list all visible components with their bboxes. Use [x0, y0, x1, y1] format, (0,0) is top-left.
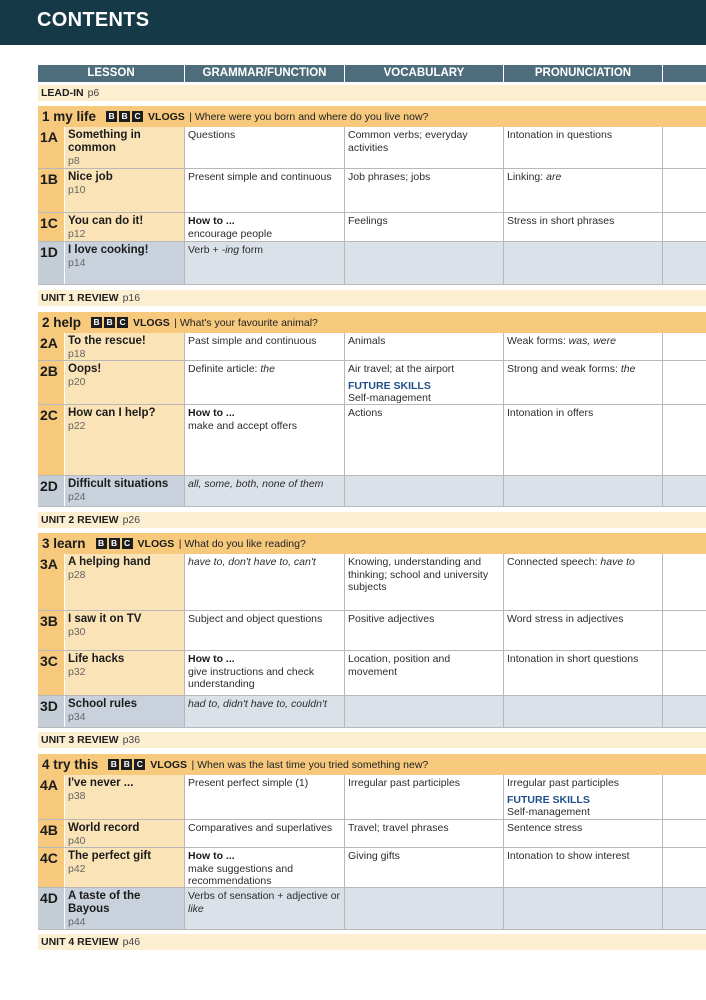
unit-4-header[interactable]	[38, 754, 706, 775]
vocabulary-cell: Feelings	[345, 213, 504, 241]
lesson-row-4c[interactable]	[38, 848, 706, 888]
vlog-question: | Where were you born and where do you live now?	[189, 110, 429, 123]
lesson-title-cell: Life hacks p32	[65, 651, 185, 695]
vocabulary-cell: Travel; travel phrases	[345, 820, 504, 847]
unit-title: 3 learn	[42, 536, 86, 551]
pronunciation-cell: Stress in short phrases	[504, 213, 663, 241]
unit-1-header[interactable]	[38, 106, 706, 127]
pronunciation-cell	[504, 888, 663, 929]
pronunciation-cell: Intonation to show interest	[504, 848, 663, 887]
future-skills-label: FUTURE SKILLS	[348, 379, 431, 392]
lesson-code: 3D	[38, 696, 65, 727]
lesson-code: 3B	[38, 611, 65, 650]
vlog-question: | What's your favourite animal?	[174, 316, 318, 329]
lesson-row-3a[interactable]	[38, 554, 706, 611]
grammar-cell: Definite article: the	[185, 361, 345, 404]
lesson-code: 4C	[38, 848, 65, 887]
vocabulary-cell: Air travel; at the airport FUTURE SKILLS Self-management	[345, 361, 504, 404]
lead-in-page: p6	[87, 87, 100, 99]
lesson-title-cell: I love cooking! p14	[65, 242, 185, 284]
vlogs-label: VLOGS	[150, 758, 188, 771]
pronunciation-cell: Word stress in adjectives	[504, 611, 663, 650]
vocabulary-cell	[345, 242, 504, 284]
bbc-logo: B B C	[96, 538, 133, 549]
review-label: UNIT 2 REVIEW	[41, 514, 119, 526]
grammar-cell: Present perfect simple (1)	[185, 775, 345, 819]
grammar-cell: all, some, both, none of them	[185, 476, 345, 506]
lesson-code: 2B	[38, 361, 65, 404]
review-label: UNIT 3 REVIEW	[41, 734, 119, 746]
grammar-cell: Comparatives and superlatives	[185, 820, 345, 847]
grammar-cell: Questions	[185, 127, 345, 168]
pronunciation-cell: Intonation in short questions	[504, 651, 663, 695]
lesson-code: 2C	[38, 405, 65, 475]
vlogs-label: VLOGS	[137, 537, 175, 550]
table-header	[38, 65, 706, 82]
pronunciation-cell: Strong and weak forms: the	[504, 361, 663, 404]
pronunciation-cell: Linking: are	[504, 169, 663, 212]
grammar-cell: How to ... encourage people	[185, 213, 345, 241]
grammar-cell: Past simple and continuous	[185, 333, 345, 360]
unit-4-review-row[interactable]	[38, 934, 706, 950]
lesson-code: 1D	[38, 242, 65, 284]
pronunciation-cell: Intonation in offers	[504, 405, 663, 475]
lesson-code: 4B	[38, 820, 65, 847]
review-page: p36	[122, 734, 141, 746]
lesson-row-1a[interactable]	[38, 127, 706, 169]
lesson-row-2a[interactable]	[38, 333, 706, 361]
lesson-row-1c[interactable]	[38, 213, 706, 242]
vlogs-label: VLOGS	[133, 316, 170, 329]
lesson-title-cell: A taste of the Bayous p44	[65, 888, 185, 929]
page-title: CONTENTS	[37, 9, 150, 31]
unit-3-header[interactable]	[38, 533, 706, 554]
vocabulary-cell: Common verbs; everyday activities	[345, 127, 504, 168]
lesson-code: 2A	[38, 333, 65, 360]
column-header-lesson: LESSON	[38, 65, 185, 82]
lesson-title-cell: To the rescue! p18	[65, 333, 185, 360]
bbc-logo: B B C	[106, 111, 143, 122]
review-label: UNIT 1 REVIEW	[41, 292, 119, 304]
vlogs-label: VLOGS	[148, 110, 185, 123]
lead-in-label: LEAD-IN	[41, 87, 84, 99]
column-header-vocabulary: VOCABULARY	[345, 65, 504, 82]
lesson-row-4a[interactable]	[38, 775, 706, 820]
lesson-title-cell: I saw it on TV p30	[65, 611, 185, 650]
grammar-cell: Subject and object questions	[185, 611, 345, 650]
review-page: p26	[122, 514, 141, 526]
pronunciation-cell: Intonation in questions	[504, 127, 663, 168]
lesson-code: 1A	[38, 127, 65, 168]
vlog-question: | When was the last time you tried something new?	[191, 758, 429, 771]
review-label: UNIT 4 REVIEW	[41, 936, 119, 948]
lesson-code: 3A	[38, 554, 65, 610]
lesson-row-3c[interactable]	[38, 651, 706, 696]
lesson-code: 4D	[38, 888, 65, 929]
unit-1-review-row[interactable]	[38, 290, 706, 306]
lesson-title-cell: How can I help? p22	[65, 405, 185, 475]
review-page: p16	[122, 292, 141, 304]
lesson-title-cell: The perfect gift p42	[65, 848, 185, 887]
unit-title: 1 my life	[42, 109, 97, 124]
lesson-row-4b[interactable]	[38, 820, 706, 848]
pronunciation-cell	[504, 696, 663, 727]
lesson-title-cell: Nice job p10	[65, 169, 185, 212]
vocabulary-cell	[345, 696, 504, 727]
unit-2-review-row[interactable]	[38, 512, 706, 528]
pronunciation-cell	[504, 242, 663, 284]
lesson-row-2d[interactable]	[38, 476, 706, 507]
column-header-extra	[663, 65, 706, 82]
grammar-cell: Verb + -ing form	[185, 242, 345, 284]
vocabulary-cell: Job phrases; jobs	[345, 169, 504, 212]
lesson-title-cell: Oops! p20	[65, 361, 185, 404]
lesson-row-2c[interactable]	[38, 405, 706, 476]
vocabulary-cell	[345, 888, 504, 929]
pronunciation-cell: Sentence stress	[504, 820, 663, 847]
vlog-question: | What do you like reading?	[178, 537, 306, 550]
grammar-cell: How to ... make and accept offers	[185, 405, 345, 475]
lesson-code: 4A	[38, 775, 65, 819]
pronunciation-cell	[504, 476, 663, 506]
unit-2-header[interactable]	[38, 312, 706, 333]
lesson-title-cell: School rules p34	[65, 696, 185, 727]
lesson-row-3b[interactable]	[38, 611, 706, 651]
lesson-row-3d[interactable]	[38, 696, 706, 728]
lesson-title-cell: World record p40	[65, 820, 185, 847]
lead-in-row[interactable]	[38, 85, 706, 101]
lesson-title-cell: Something in common p8	[65, 127, 185, 168]
grammar-cell: Verbs of sensation + adjective or like	[185, 888, 345, 929]
unit-title: 2 help	[42, 315, 82, 330]
vocabulary-cell: Positive adjectives	[345, 611, 504, 650]
lesson-title-cell: Difficult situations p24	[65, 476, 185, 506]
vocabulary-cell: Knowing, understanding and thinking; school and university subjects	[345, 554, 504, 610]
lesson-code: 3C	[38, 651, 65, 695]
grammar-cell: had to, didn't have to, couldn't	[185, 696, 345, 727]
unit-title: 4 try this	[42, 757, 99, 772]
vocabulary-cell	[345, 476, 504, 506]
grammar-cell: have to, don't have to, can't	[185, 554, 345, 610]
vocabulary-cell: Animals	[345, 333, 504, 360]
grammar-cell: Present simple and continuous	[185, 169, 345, 212]
vocabulary-cell: Location, position and movement	[345, 651, 504, 695]
lesson-code: 2D	[38, 476, 65, 506]
vocabulary-cell: Giving gifts	[345, 848, 504, 887]
pronunciation-cell: Connected speech: have to	[504, 554, 663, 610]
column-header-pronunciation: PRONUNCIATION	[504, 65, 663, 82]
lesson-row-4d[interactable]	[38, 888, 706, 930]
bbc-logo: B B C	[108, 759, 145, 770]
unit-3-review-row[interactable]	[38, 732, 706, 748]
grammar-cell: How to ... make suggestions and recommendations	[185, 848, 345, 887]
vocabulary-cell: Irregular past participles	[345, 775, 504, 819]
review-page: p46	[122, 936, 141, 948]
future-skills-label: FUTURE SKILLS	[507, 793, 590, 806]
vocabulary-cell: Actions	[345, 405, 504, 475]
lesson-row-1b[interactable]	[38, 169, 706, 213]
lesson-title-cell: A helping hand p28	[65, 554, 185, 610]
lesson-code: 1C	[38, 213, 65, 241]
grammar-cell: How to ... give instructions and check understanding	[185, 651, 345, 695]
lesson-code: 1B	[38, 169, 65, 212]
header-bar	[0, 0, 706, 45]
bbc-logo: B B C	[91, 317, 128, 328]
pronunciation-cell: Irregular past participles FUTURE SKILLS Self-management	[504, 775, 663, 819]
lesson-row-2b[interactable]	[38, 361, 706, 405]
pronunciation-cell: Weak forms: was, were	[504, 333, 663, 360]
lesson-title-cell: I've never ... p38	[65, 775, 185, 819]
column-header-grammar: GRAMMAR/FUNCTION	[185, 65, 345, 82]
lesson-title-cell: You can do it! p12	[65, 213, 185, 241]
lesson-row-1d[interactable]	[38, 242, 706, 285]
